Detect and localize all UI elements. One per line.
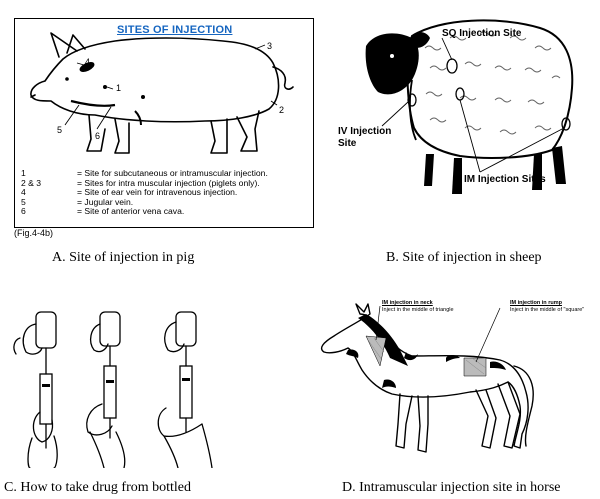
- syringe-illustration: [6, 308, 226, 468]
- pig-marker-3: 3: [267, 41, 273, 51]
- neck-injection-note: [382, 300, 462, 314]
- pig-diagram-title: SITES OF INJECTION: [117, 24, 233, 36]
- pig-marker-5: 5: [57, 125, 63, 135]
- sheep-diagram: [330, 8, 592, 243]
- sq-injection-label: SQ Injection Site: [442, 28, 522, 39]
- pig-marker-1: 1: [116, 83, 122, 93]
- caption-a: A. Site of injection in pig: [52, 250, 195, 265]
- rump-injection-note: [510, 300, 588, 314]
- figure-reference: (Fig.4-4b): [14, 228, 54, 238]
- legend-row: 6 = Site of anterior vena cava.: [21, 206, 185, 216]
- pig-legend: [21, 169, 268, 217]
- neck-injection-text: Inject in the middle of triangle: [382, 307, 454, 313]
- pig-marker-6: 6: [95, 131, 101, 141]
- rump-injection-text: Inject in the middle of "square": [510, 307, 585, 313]
- legend-row: 2 & 3 = Sites for intra muscular injection (piglets only).: [21, 177, 260, 188]
- caption-c: C. How to take drug from bottled: [4, 480, 192, 495]
- legend-row: 1 = Site for subcutaneous or intramuscular injection.: [21, 168, 268, 178]
- legend-row: 4 = Site of ear vein for intravenous injection.: [21, 187, 238, 197]
- iv-injection-label: IV Injection Site: [338, 126, 392, 149]
- legend-row: 5 = Jugular vein.: [21, 196, 134, 207]
- syringe-diagram: [6, 308, 226, 468]
- caption-b: B. Site of injection in sheep: [386, 250, 542, 265]
- caption-d: D. Intramuscular injection site in horse: [342, 480, 561, 495]
- horse-illustration: [300, 296, 596, 472]
- pig-marker-4: 4: [85, 57, 91, 67]
- pig-marker-2: 2: [279, 105, 285, 115]
- im-injection-label: IM Injection Sites: [464, 174, 546, 185]
- neck-injection-heading: IM injection in neck: [382, 300, 433, 306]
- pig-diagram-box: [14, 18, 314, 228]
- rump-injection-heading: IM injection in rump: [510, 300, 562, 306]
- horse-diagram: [300, 296, 596, 472]
